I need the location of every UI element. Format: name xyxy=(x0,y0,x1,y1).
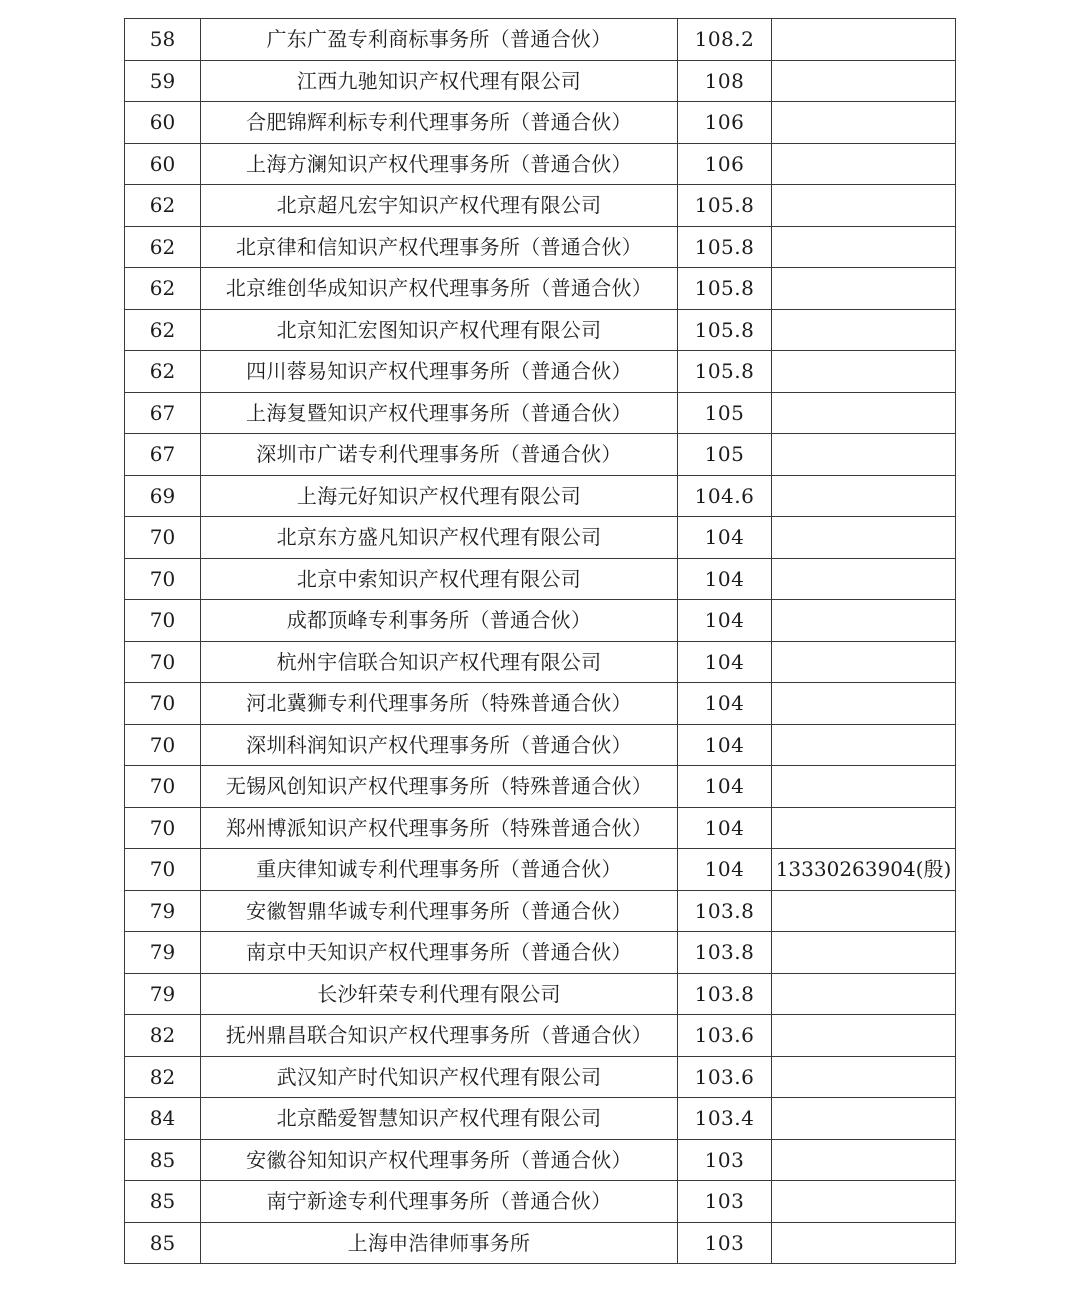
score-cell: 106 xyxy=(678,143,772,185)
rank-cell: 70 xyxy=(125,558,201,600)
table-row xyxy=(125,60,956,102)
agency-name-cell: 南京中天知识产权代理事务所（普通合伙） xyxy=(201,932,678,974)
rank-cell: 85 xyxy=(125,1181,201,1223)
table-row xyxy=(125,268,956,310)
table-row xyxy=(125,517,956,559)
remark-cell xyxy=(772,351,956,393)
table-row xyxy=(125,1181,956,1223)
agency-name-cell: 上海方澜知识产权代理事务所（普通合伙） xyxy=(201,143,678,185)
score-cell: 105 xyxy=(678,434,772,476)
remark-cell xyxy=(772,309,956,351)
agency-name-cell: 河北冀狮专利代理事务所（特殊普通合伙） xyxy=(201,683,678,725)
agency-name-cell: 广东广盈专利商标事务所（普通合伙） xyxy=(201,19,678,61)
table-row xyxy=(125,849,956,891)
score-cell: 105 xyxy=(678,392,772,434)
rank-cell: 67 xyxy=(125,434,201,476)
remark-cell xyxy=(772,1015,956,1057)
score-cell: 105.8 xyxy=(678,351,772,393)
table-row xyxy=(125,309,956,351)
score-cell: 103.6 xyxy=(678,1056,772,1098)
rank-cell: 82 xyxy=(125,1056,201,1098)
table-row xyxy=(125,890,956,932)
agency-name-cell: 北京超凡宏宇知识产权代理有限公司 xyxy=(201,185,678,227)
remark-cell xyxy=(772,392,956,434)
remark-cell xyxy=(772,932,956,974)
remark-cell xyxy=(772,600,956,642)
document-page xyxy=(124,18,955,1264)
table-row xyxy=(125,434,956,476)
remark-cell xyxy=(772,558,956,600)
rank-cell: 70 xyxy=(125,724,201,766)
remark-cell xyxy=(772,1139,956,1181)
table-row xyxy=(125,185,956,227)
remark-cell xyxy=(772,807,956,849)
rank-cell: 62 xyxy=(125,185,201,227)
rank-cell: 79 xyxy=(125,973,201,1015)
agency-name-cell: 上海复暨知识产权代理事务所（普通合伙） xyxy=(201,392,678,434)
score-cell: 104 xyxy=(678,517,772,559)
remark-cell xyxy=(772,890,956,932)
agency-name-cell: 杭州宇信联合知识产权代理有限公司 xyxy=(201,641,678,683)
rank-cell: 79 xyxy=(125,890,201,932)
agency-name-cell: 上海申浩律师事务所 xyxy=(201,1222,678,1264)
remark-cell xyxy=(772,1098,956,1140)
score-cell: 108.2 xyxy=(678,19,772,61)
rank-cell: 67 xyxy=(125,392,201,434)
table-row xyxy=(125,143,956,185)
agency-name-cell: 江西九驰知识产权代理有限公司 xyxy=(201,60,678,102)
rank-cell: 62 xyxy=(125,351,201,393)
agency-name-cell: 四川蓉易知识产权代理事务所（普通合伙） xyxy=(201,351,678,393)
score-cell: 105.8 xyxy=(678,226,772,268)
rank-cell: 59 xyxy=(125,60,201,102)
agency-name-cell: 武汉知产时代知识产权代理有限公司 xyxy=(201,1056,678,1098)
remark-cell xyxy=(772,475,956,517)
rank-cell: 62 xyxy=(125,226,201,268)
remark-cell xyxy=(772,724,956,766)
agency-name-cell: 北京律和信知识产权代理事务所（普通合伙） xyxy=(201,226,678,268)
score-cell: 103 xyxy=(678,1181,772,1223)
rank-cell: 70 xyxy=(125,641,201,683)
score-cell: 103 xyxy=(678,1139,772,1181)
table-row xyxy=(125,683,956,725)
table-row xyxy=(125,392,956,434)
rank-cell: 85 xyxy=(125,1139,201,1181)
score-cell: 104 xyxy=(678,724,772,766)
score-cell: 103.8 xyxy=(678,973,772,1015)
table-row xyxy=(125,973,956,1015)
rank-cell: 69 xyxy=(125,475,201,517)
table-row xyxy=(125,641,956,683)
score-cell: 104 xyxy=(678,600,772,642)
table-row xyxy=(125,558,956,600)
agency-name-cell: 北京知汇宏图知识产权代理有限公司 xyxy=(201,309,678,351)
score-cell: 103.8 xyxy=(678,932,772,974)
score-cell: 108 xyxy=(678,60,772,102)
score-cell: 103 xyxy=(678,1222,772,1264)
score-cell: 105.8 xyxy=(678,185,772,227)
table-row xyxy=(125,19,956,61)
table-row xyxy=(125,226,956,268)
agency-name-cell: 郑州博派知识产权代理事务所（特殊普通合伙） xyxy=(201,807,678,849)
score-cell: 105.8 xyxy=(678,309,772,351)
rank-cell: 62 xyxy=(125,268,201,310)
table-row xyxy=(125,766,956,808)
score-cell: 103.6 xyxy=(678,1015,772,1057)
agency-name-cell: 成都顶峰专利事务所（普通合伙） xyxy=(201,600,678,642)
table-row xyxy=(125,475,956,517)
remark-cell xyxy=(772,434,956,476)
agency-name-cell: 北京酷爱智慧知识产权代理有限公司 xyxy=(201,1098,678,1140)
table-row xyxy=(125,807,956,849)
score-cell: 104 xyxy=(678,558,772,600)
rank-cell: 70 xyxy=(125,517,201,559)
remark-cell xyxy=(772,641,956,683)
agency-name-cell: 北京中索知识产权代理有限公司 xyxy=(201,558,678,600)
remark-cell xyxy=(772,185,956,227)
score-cell: 105.8 xyxy=(678,268,772,310)
agency-name-cell: 深圳科润知识产权代理事务所（普通合伙） xyxy=(201,724,678,766)
rank-cell: 58 xyxy=(125,19,201,61)
remark-cell xyxy=(772,517,956,559)
agency-name-cell: 北京东方盛凡知识产权代理有限公司 xyxy=(201,517,678,559)
agency-name-cell: 无锡风创知识产权代理事务所（特殊普通合伙） xyxy=(201,766,678,808)
rank-cell: 84 xyxy=(125,1098,201,1140)
rank-cell: 79 xyxy=(125,932,201,974)
rank-cell: 70 xyxy=(125,766,201,808)
table-row xyxy=(125,932,956,974)
remark-cell xyxy=(772,683,956,725)
score-cell: 104 xyxy=(678,766,772,808)
agency-name-cell: 深圳市广诺专利代理事务所（普通合伙） xyxy=(201,434,678,476)
remark-cell: 13330263904(殷) xyxy=(772,849,956,891)
remark-cell xyxy=(772,766,956,808)
remark-cell xyxy=(772,1181,956,1223)
agency-name-cell: 合肥锦辉利标专利代理事务所（普通合伙） xyxy=(201,102,678,144)
score-cell: 104 xyxy=(678,849,772,891)
table-row xyxy=(125,724,956,766)
remark-cell xyxy=(772,102,956,144)
table-row xyxy=(125,1098,956,1140)
agency-name-cell: 抚州鼎昌联合知识产权代理事务所（普通合伙） xyxy=(201,1015,678,1057)
rank-cell: 70 xyxy=(125,683,201,725)
rank-cell: 70 xyxy=(125,807,201,849)
score-cell: 103.4 xyxy=(678,1098,772,1140)
agency-name-cell: 南宁新途专利代理事务所（普通合伙） xyxy=(201,1181,678,1223)
remark-cell xyxy=(772,19,956,61)
rank-cell: 82 xyxy=(125,1015,201,1057)
score-cell: 103.8 xyxy=(678,890,772,932)
remark-cell xyxy=(772,973,956,1015)
remark-cell xyxy=(772,1222,956,1264)
agency-ranking-table xyxy=(124,18,956,1264)
score-cell: 106 xyxy=(678,102,772,144)
table-row xyxy=(125,1015,956,1057)
remark-cell xyxy=(772,143,956,185)
score-cell: 104 xyxy=(678,641,772,683)
remark-cell xyxy=(772,60,956,102)
remark-cell xyxy=(772,268,956,310)
rank-cell: 70 xyxy=(125,600,201,642)
rank-cell: 60 xyxy=(125,143,201,185)
table-row xyxy=(125,1139,956,1181)
agency-name-cell: 长沙轩荣专利代理有限公司 xyxy=(201,973,678,1015)
agency-name-cell: 北京维创华成知识产权代理事务所（普通合伙） xyxy=(201,268,678,310)
score-cell: 104 xyxy=(678,807,772,849)
rank-cell: 70 xyxy=(125,849,201,891)
remark-cell xyxy=(772,226,956,268)
table-row xyxy=(125,600,956,642)
table-row xyxy=(125,102,956,144)
table-row xyxy=(125,351,956,393)
agency-name-cell: 重庆律知诚专利代理事务所（普通合伙） xyxy=(201,849,678,891)
score-cell: 104 xyxy=(678,683,772,725)
remark-cell xyxy=(772,1056,956,1098)
rank-cell: 62 xyxy=(125,309,201,351)
agency-name-cell: 上海元好知识产权代理有限公司 xyxy=(201,475,678,517)
agency-name-cell: 安徽谷知知识产权代理事务所（普通合伙） xyxy=(201,1139,678,1181)
score-cell: 104.6 xyxy=(678,475,772,517)
table-row xyxy=(125,1222,956,1264)
rank-cell: 85 xyxy=(125,1222,201,1264)
table-body xyxy=(125,19,956,1264)
agency-name-cell: 安徽智鼎华诚专利代理事务所（普通合伙） xyxy=(201,890,678,932)
rank-cell: 60 xyxy=(125,102,201,144)
table-row xyxy=(125,1056,956,1098)
